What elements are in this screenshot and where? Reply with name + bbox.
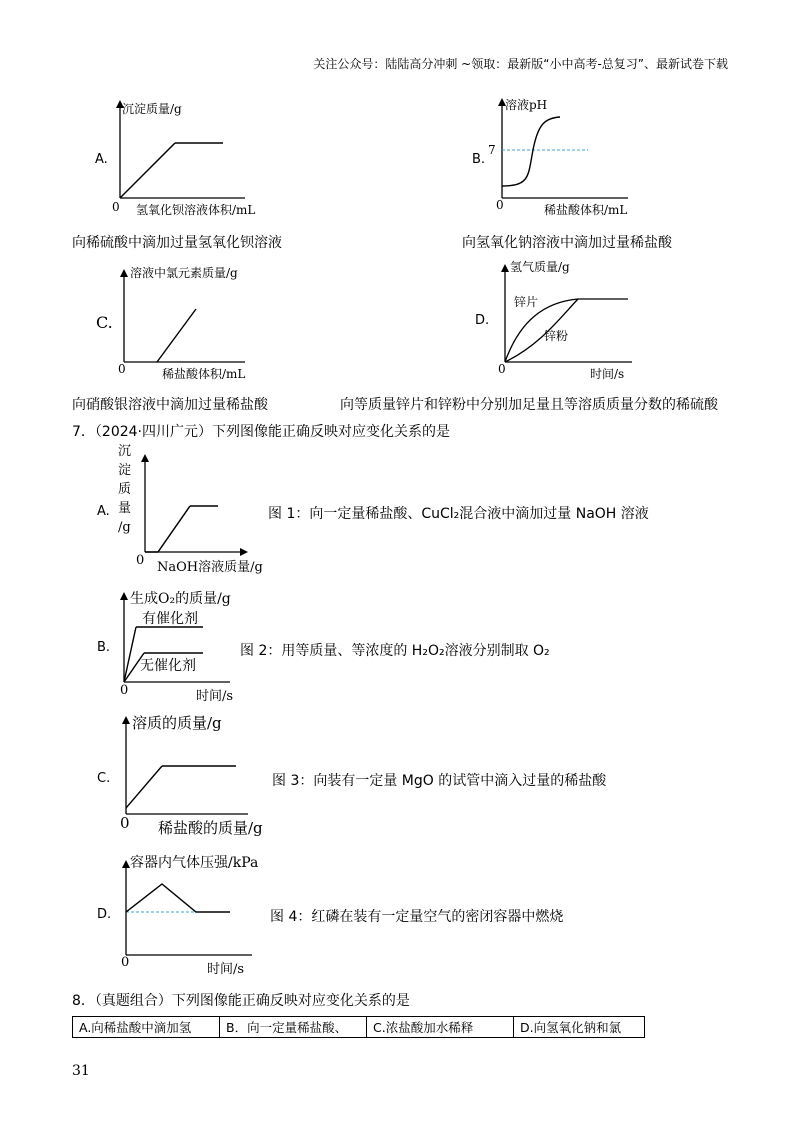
origin-label: 0 [496,198,504,212]
option-b-letter: B. [472,152,486,167]
y-label-char: /g [118,520,131,535]
axis-x-label: NaOH溶液质量/g [157,560,263,575]
caption-prev-b: 向氢氧化钠溶液中滴加过量稀盐酸 [462,235,672,251]
curve-label-zinc-sheet: 锌片 [514,295,539,309]
page-number: 31 [72,1063,90,1079]
y-label-char: 沉 [118,444,132,459]
curve-label-without-catalyst: 无催化剂 [140,658,196,674]
axis-x-label: 氢氧化钡溶液体积/mL [136,203,256,217]
y-label-char: 质 [118,482,132,497]
axis-x-label: 时间/s [196,689,234,704]
axis-y-label: 生成O₂的质量/g [130,591,231,607]
option-d-letter: D. [475,313,490,328]
y-label-char: 淀 [118,463,132,478]
axis-x-label: 时间/s [207,962,245,977]
option-c-letter: C. [96,313,113,332]
option-b-letter: B. [97,640,111,655]
option-a-letter: A. [97,504,110,519]
axis-y-label: 溶液pH [505,98,548,112]
axis-y-label: 氢气质量/g [510,260,570,274]
caption-q7-c: 图 3：向装有一定量 MgO 的试管中滴入过量的稀盐酸 [272,773,607,789]
origin-label: 0 [121,955,130,970]
option-c-cell: C.浓盐酸加水稀释 [367,1017,514,1038]
axis-y-label: 溶质的质量/g [132,714,222,732]
axis-y-label: 容器内气体压强/kPa [130,855,259,871]
y-label-char: 量 [118,501,132,516]
caption-q7-d: 图 4：红磷在装有一定量空气的密闭容器中燃烧 [270,909,564,925]
option-c-letter: C. [97,771,111,786]
page-header: 关注公众号：陆陆高分冲刺 ~领取：最新版“小中高考-总复习”、最新试卷下载 [313,57,728,71]
caption-prev-d: 向等质量锌片和锌粉中分别加足量且等溶质质量分数的稀硫酸 [340,397,718,413]
axis-x-label: 稀盐酸体积/mL [544,203,628,217]
caption-prev-c: 向硝酸银溶液中滴加过量稀盐酸 [72,397,268,413]
origin-label: 0 [118,362,126,376]
question-8-stem: 8．（真题组合）下列图像能正确反映对应变化关系的是 [72,993,410,1009]
caption-q7-b: 图 2：用等质量、等浓度的 H₂O₂溶液分别制取 O₂ [240,643,550,659]
options-table [72,1016,645,1038]
axis-x-label: 稀盐酸体积/mL [162,367,246,381]
origin-label: 0 [136,553,145,568]
option-d-letter: D. [97,907,112,922]
caption-prev-a: 向稀硫酸中滴加过量氢氧化钡溶液 [72,235,282,251]
origin-label: 0 [498,362,506,376]
option-a-cell: A.向稀盐酸中滴加氢 [73,1017,220,1038]
option-a-letter: A. [95,152,108,167]
axis-y-label: 沉淀质量/g [122,102,182,116]
axis-y-label: 溶液中氯元素质量/g [130,266,238,280]
origin-label: 0 [112,200,120,214]
curve-label-with-catalyst: 有催化剂 [142,611,198,627]
origin-label: 0 [120,683,129,698]
axis-x-label: 时间/s [590,367,625,381]
option-d-cell: D.向氢氧化钠和氯 [514,1017,645,1038]
option-b-cell: B．向一定量稀盐酸、 [220,1017,367,1038]
origin-label: 0 [120,814,130,832]
caption-q7-a: 图 1：向一定量稀盐酸、CuCl₂混合液中滴加过量 NaOH 溶液 [268,506,649,522]
question-7-stem: 7．（2024·四川广元）下列图像能正确反映对应变化关系的是 [72,424,450,440]
y-tick-7: 7 [488,143,496,157]
axis-x-label: 稀盐酸的质量/g [158,819,263,837]
curve-label-zinc-powder: 锌粉 [544,329,569,343]
